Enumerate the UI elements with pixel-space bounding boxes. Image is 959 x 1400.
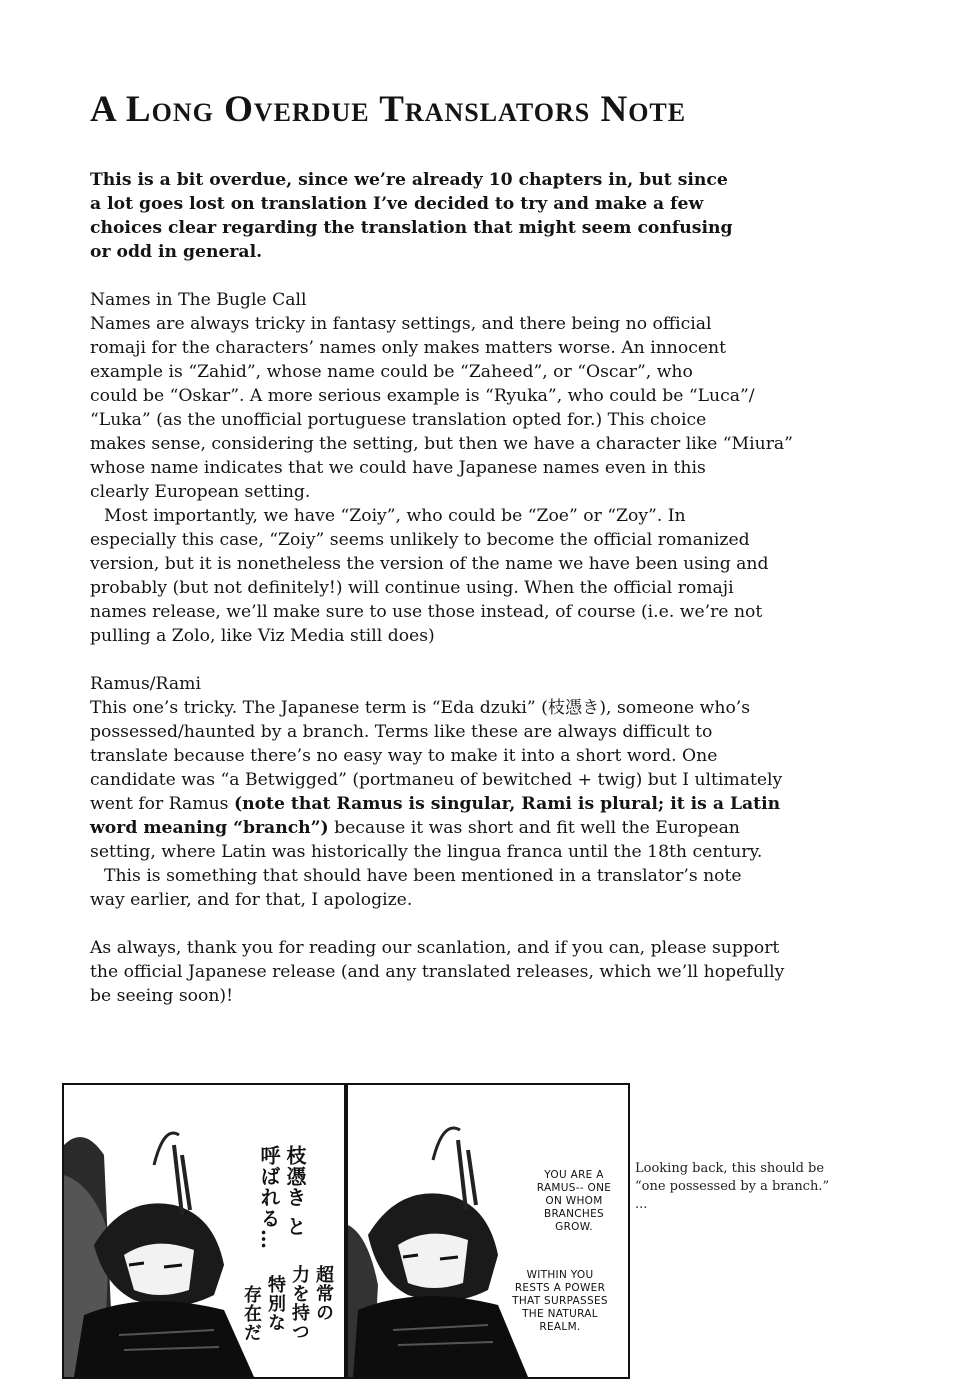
line-text: because it was short and fit well the European — [328, 818, 740, 838]
section-line — [90, 816, 830, 840]
section-line: could be “Oskar”. A more serious example is “Ryuka”, who could be “Luca”/ — [90, 386, 755, 406]
intro-line: a lot goes lost on translation I’ve decided to try and make a few — [90, 194, 704, 214]
side-note — [635, 1160, 845, 1214]
closing-line: be seeing soon)! — [90, 986, 234, 1006]
section-line: example is “Zahid”, whose name could be “Zaheed”, or “Oscar”, who — [90, 362, 693, 382]
section-line: translate because there’s no easy way to make it into a short word. One — [90, 746, 718, 766]
section-line: makes sense, considering the setting, but then we have a character like “Miura” — [90, 434, 793, 454]
section-line: setting, where Latin was historically the lingua franca until the 18th century. — [90, 842, 763, 862]
intro-paragraph — [90, 168, 830, 264]
closing-line: As always, thank you for reading our scanlation, and if you can, please support — [90, 938, 780, 958]
section-line: This is something that should have been mentioned in a translator’s note — [104, 866, 742, 886]
jp-text: 力を持つ — [289, 1265, 310, 1341]
jp-text: 呼ばれる… — [257, 1145, 281, 1250]
section-line: “Luka” (as the unofficial portuguese translation opted for.) This choice — [90, 410, 707, 430]
section-line: Names are always tricky in fantasy settings, and there being no official — [90, 314, 712, 334]
side-note-line: “one possessed by a branch.” — [635, 1179, 830, 1194]
closing-line: the official Japanese release (and any translated releases, which we’ll hopefully — [90, 962, 785, 982]
section-line: probably (but not definitely!) will continue using. When the official romaji — [90, 578, 734, 598]
jp-text: 特別な — [265, 1275, 286, 1332]
page-title: A Long Overdue Translators Note — [90, 89, 687, 130]
section-line: clearly European setting. — [90, 482, 311, 502]
section-line: especially this case, “Zoiy” seems unlikely to become the official romanized — [90, 530, 750, 550]
side-note-line: ... — [635, 1197, 648, 1212]
intro-line: This is a bit overdue, since we’re already 10 chapters in, but since — [90, 170, 728, 190]
section-heading-ramus: Ramus/Rami — [90, 674, 201, 694]
section-line: candidate was “a Betwigged” (portmaneu of bewitched + twig) but I ultimately — [90, 770, 783, 790]
jp-text: 存在だ — [241, 1285, 262, 1342]
bold-note: word meaning “branch”) — [90, 818, 329, 838]
jp-text: 枝憑き と — [283, 1145, 307, 1237]
section-line: possessed/haunted by a branch. Terms like these are always difficult to — [90, 722, 713, 742]
section-line: version, but it is nonetheless the version of the name we have been using and — [90, 554, 769, 574]
section-line: whose name indicates that we could have Japanese names even in this — [90, 458, 706, 478]
section-line — [90, 792, 830, 816]
side-note-line: Looking back, this should be — [635, 1161, 825, 1176]
section-heading-names: Names in The Bugle Call — [90, 290, 307, 310]
line-text: went for Ramus — [90, 794, 234, 814]
section-line: pulling a Zolo, like Viz Media still does) — [90, 626, 435, 646]
section-line: This one’s tricky. The Japanese term is “Eda dzuki” (枝憑き), someone who’s — [90, 698, 751, 718]
section-line: Most importantly, we have “Zoiy”, who could be “Zoe” or “Zoy”. In — [104, 506, 686, 526]
bold-note: (note that Ramus is singular, Rami is plural; it is a Latin — [233, 794, 781, 814]
section-line: names release, we’ll make sure to use those instead, of course (i.e. we’re not — [90, 602, 763, 622]
jp-text: 超常の — [313, 1265, 334, 1322]
section-line: way earlier, and for that, I apologize. — [90, 890, 413, 910]
speech-bubble: WITHIN YOU RESTS A POWER THAT SURPASSES THE NATURAL REALM. — [512, 1269, 608, 1333]
intro-line: choices clear regarding the translation that might seem confusing — [90, 218, 733, 238]
manga-panel-original — [62, 1083, 346, 1379]
manga-panel-translated — [346, 1083, 630, 1379]
intro-line: or odd in general. — [90, 242, 263, 262]
note-body — [90, 168, 830, 1008]
section-line: romaji for the characters’ names only makes matters worse. An innocent — [90, 338, 726, 358]
speech-bubble: YOU ARE A RAMUS-- ONE ON WHOM BRANCHES GROW. — [536, 1169, 612, 1233]
